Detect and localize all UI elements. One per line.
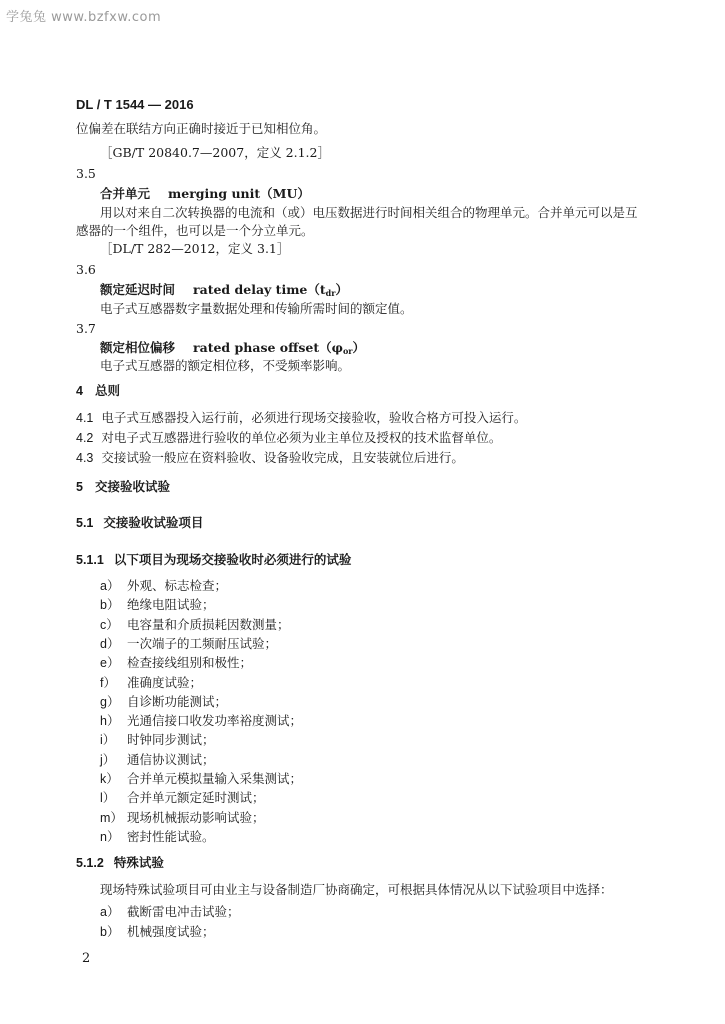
section-heading bbox=[76, 479, 170, 495]
list-item-label: b） bbox=[100, 598, 120, 613]
list-item-text: 光通信接口收发功率裕度测试； bbox=[127, 713, 303, 729]
subsubsection-title: 以下项目为现场交接验收时必须进行的试验 bbox=[113, 553, 352, 567]
subsubsection-number: 5.1.2 bbox=[76, 856, 104, 870]
list-item-label: k） bbox=[100, 772, 119, 786]
list-item bbox=[100, 675, 202, 691]
list-item bbox=[100, 597, 215, 613]
list-item-text: 通信协议测试； bbox=[127, 751, 215, 767]
list-item-label: j） bbox=[100, 752, 116, 767]
list-item-label: f） bbox=[100, 675, 116, 690]
list-item-text: 时钟同步测试； bbox=[127, 732, 215, 748]
list-item-text: 密封性能试验。 bbox=[127, 828, 215, 844]
section-title: 交接验收试验 bbox=[94, 480, 170, 494]
item-text: 交接试验一般应在资料验收、设备验收完成，且安装就位后进行。 bbox=[101, 450, 464, 465]
general-item bbox=[76, 430, 501, 446]
list-item bbox=[100, 924, 215, 940]
list-item bbox=[100, 694, 227, 710]
section-title: 总则 bbox=[94, 384, 120, 398]
subsubsection-number: 5.1.1 bbox=[76, 553, 104, 567]
item-number: 4.1 bbox=[76, 411, 94, 425]
term-close: ） bbox=[335, 282, 348, 297]
subsection-number: 5.1 bbox=[76, 516, 94, 530]
reference: ［DL/T 282—2012，定义 3.1］ bbox=[100, 241, 290, 256]
list-item-text: 电容量和介质损耗因数测量； bbox=[127, 616, 290, 632]
term-chinese: 额定相位偏移 bbox=[100, 340, 176, 355]
list-item bbox=[100, 752, 215, 768]
subsubsection-heading bbox=[76, 552, 351, 568]
list-item-label: b） bbox=[100, 925, 120, 939]
section-heading bbox=[76, 383, 120, 399]
subsection-title: 交接验收试验项目 bbox=[103, 516, 204, 530]
symbol-subscript: or bbox=[342, 346, 353, 356]
list-item-text: 合并单元额定延时测试； bbox=[127, 790, 265, 806]
list-item-text: 绝缘电阻试验； bbox=[127, 597, 215, 613]
term-english: rated phase offset（φ bbox=[193, 340, 343, 355]
list-item-text: 机械强度试验； bbox=[127, 924, 215, 939]
subsection-heading bbox=[76, 515, 203, 531]
term-heading bbox=[100, 282, 348, 301]
term-chinese: 合并单元 bbox=[100, 186, 151, 201]
list-item-text: 截断雷电冲击试验； bbox=[127, 904, 240, 919]
list-item bbox=[100, 829, 215, 845]
term-close: ） bbox=[352, 340, 366, 355]
definition-line: 电子式互感器数字量数据处理和传输所需时间的额定值。 bbox=[100, 301, 413, 316]
list-item-label: e） bbox=[100, 656, 120, 671]
term-english: merging unit（MU） bbox=[168, 186, 310, 201]
item-number: 4.3 bbox=[76, 451, 94, 465]
list-item bbox=[100, 578, 227, 594]
general-item bbox=[76, 450, 464, 466]
clause-number: 3.5 bbox=[76, 166, 96, 181]
list-item-label: c） bbox=[100, 617, 119, 632]
list-item-text: 准确度试验； bbox=[127, 674, 203, 690]
standard-header: DL / T 1544 — 2016 bbox=[76, 97, 194, 112]
term-heading bbox=[100, 340, 365, 359]
reference-3-4: ［GB/T 20840.7—2007，定义 2.1.2］ bbox=[100, 145, 330, 160]
definition-line: 电子式互感器的额定相位移，不受频率影响。 bbox=[100, 358, 351, 373]
symbol-subscript: dr bbox=[325, 288, 336, 298]
term-english: rated delay time（t bbox=[193, 282, 326, 297]
definition-line: 感器的一个组件，也可以是一个分立单元。 bbox=[76, 223, 314, 238]
item-number: 4.2 bbox=[76, 431, 94, 445]
list-item bbox=[100, 810, 265, 826]
list-item-label: a） bbox=[100, 579, 120, 593]
special-tests-intro: 现场特殊试验项目可由业主与设备制造厂协商确定，可根据具体情况从以下试验项目中选择： bbox=[100, 882, 613, 897]
subsubsection-title: 特殊试验 bbox=[113, 856, 164, 870]
list-item-label: g） bbox=[100, 694, 120, 709]
list-item-label: l） bbox=[100, 791, 116, 806]
general-item bbox=[76, 410, 526, 426]
list-item bbox=[100, 617, 290, 633]
clause-number: 3.6 bbox=[76, 262, 96, 277]
clause-number: 3.7 bbox=[76, 321, 96, 336]
section-number: 4 bbox=[76, 384, 83, 398]
subsubsection-heading bbox=[76, 855, 164, 871]
list-item-text: 合并单元模拟量输入采集测试； bbox=[127, 771, 303, 786]
list-item bbox=[100, 732, 215, 748]
list-item-text: 现场机械振动影响试验； bbox=[127, 809, 265, 825]
list-item-label: a） bbox=[100, 905, 120, 919]
site-watermark: 学兔兔 www.bzfxw.com bbox=[6, 10, 162, 25]
list-item-text: 外观、标志检查； bbox=[127, 578, 228, 593]
continuation-text: 位偏差在联结方向正确时接近于已知相位角。 bbox=[76, 121, 327, 136]
list-item bbox=[100, 713, 302, 729]
list-item bbox=[100, 655, 252, 671]
item-text: 电子式互感器投入运行前，必须进行现场交接验收，验收合格方可投入运行。 bbox=[101, 410, 527, 425]
term-heading bbox=[100, 186, 310, 202]
list-item-label: h） bbox=[100, 714, 120, 729]
item-text: 对电子式互感器进行验收的单位必须为业主单位及授权的技术监督单位。 bbox=[101, 430, 502, 445]
list-item-text: 检查接线组别和极性； bbox=[127, 655, 253, 671]
list-item-label: i） bbox=[100, 733, 116, 748]
list-item bbox=[100, 636, 277, 652]
list-item-label: d） bbox=[100, 636, 120, 651]
page-number: 2 bbox=[82, 951, 91, 966]
definition-line: 用以对来自二次转换器的电流和（或）电压数据进行时间相关组合的物理单元。合并单元可以是互 bbox=[100, 205, 638, 220]
list-item-text: 一次端子的工频耐压试验； bbox=[127, 635, 278, 651]
list-item bbox=[100, 771, 302, 787]
term-chinese: 额定延迟时间 bbox=[100, 282, 176, 297]
list-item-label: m） bbox=[100, 810, 123, 825]
list-item-label: n） bbox=[100, 829, 120, 844]
list-item bbox=[100, 904, 240, 920]
list-item-text: 自诊断功能测试； bbox=[127, 693, 228, 709]
section-number: 5 bbox=[76, 480, 83, 494]
list-item bbox=[100, 790, 265, 806]
